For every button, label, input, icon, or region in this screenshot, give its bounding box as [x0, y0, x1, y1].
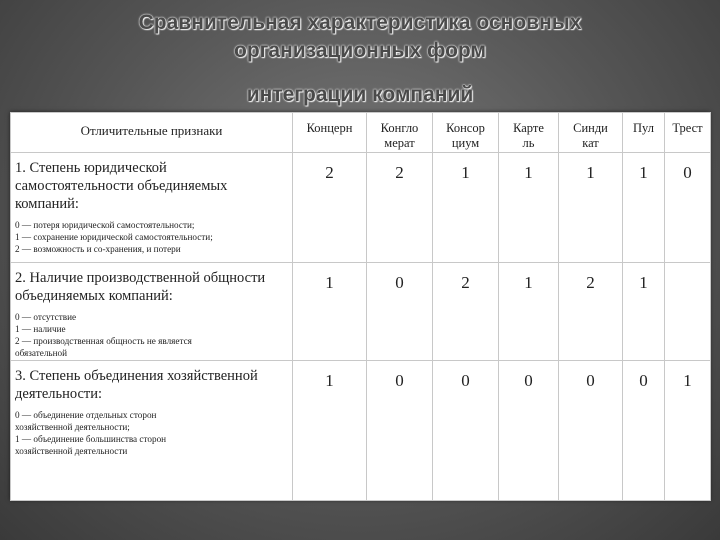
- header-konglomerat: Конгло мерат: [367, 113, 433, 153]
- criterion-cell: [11, 361, 293, 501]
- criterion-scale: 0 — потеря юридической самостоятельности; 1 — сохранение юридической самостоятельности; 2 — возможность и со-хранения, и потери: [15, 220, 213, 254]
- comparison-table-container: [10, 112, 710, 500]
- value-cell: 0: [499, 361, 559, 501]
- value-cell: 0: [665, 153, 711, 263]
- value-cell: 2: [367, 153, 433, 263]
- header-trest: Трест: [665, 113, 711, 153]
- value-cell: 2: [293, 153, 367, 263]
- criterion-scale: 0 — объединение отдельных сторон хозяйственной деятельности; 1 — объединение большинства сторон хозяйственной деятельности: [15, 410, 167, 456]
- header-pul: Пул: [623, 113, 665, 153]
- header-sindikat: Синди кат: [559, 113, 623, 153]
- header-konsorcium: Консор циум: [433, 113, 499, 153]
- header-criteria: Отличительные признаки: [11, 113, 293, 153]
- criterion-title: 1. Степень юридической самостоятельности объединяемых компаний:: [15, 160, 228, 212]
- value-cell: 1: [293, 361, 367, 501]
- value-cell: 0: [367, 263, 433, 361]
- header-koncern: Концерн: [293, 113, 367, 153]
- value-cell: 1: [623, 153, 665, 263]
- value-cell: 2: [559, 263, 623, 361]
- header-kartel: Карте ль: [499, 113, 559, 153]
- value-cell: 1: [623, 263, 665, 361]
- table-row: [11, 153, 711, 263]
- value-cell: 1: [665, 361, 711, 501]
- table-row: [11, 361, 711, 501]
- table-header-row: [11, 113, 711, 153]
- value-cell: 2: [433, 263, 499, 361]
- comparison-table: [10, 112, 711, 501]
- criterion-title: 2. Наличие производственной общности объединяемых компаний:: [15, 270, 266, 304]
- title-line-3: интеграции компаний: [246, 83, 474, 106]
- value-cell: 1: [559, 153, 623, 263]
- value-cell: 0: [433, 361, 499, 501]
- value-cell: 1: [499, 153, 559, 263]
- criterion-cell: [11, 153, 293, 263]
- value-cell: [665, 263, 711, 361]
- value-cell: 0: [623, 361, 665, 501]
- value-cell: 1: [293, 263, 367, 361]
- value-cell: 1: [499, 263, 559, 361]
- value-cell: 1: [433, 153, 499, 263]
- value-cell: 0: [559, 361, 623, 501]
- criterion-cell: [11, 263, 293, 361]
- table-row: [11, 263, 711, 361]
- criterion-title: 3. Степень объединения хозяйственной деятельности:: [15, 368, 258, 402]
- title-line-2: организационных форм: [234, 39, 486, 62]
- value-cell: 0: [367, 361, 433, 501]
- title-line-1: Сравнительная характеристика основных: [138, 11, 582, 34]
- criterion-scale: 0 — отсутствие 1 — наличие 2 — производственная общность не является обязательной: [15, 312, 192, 358]
